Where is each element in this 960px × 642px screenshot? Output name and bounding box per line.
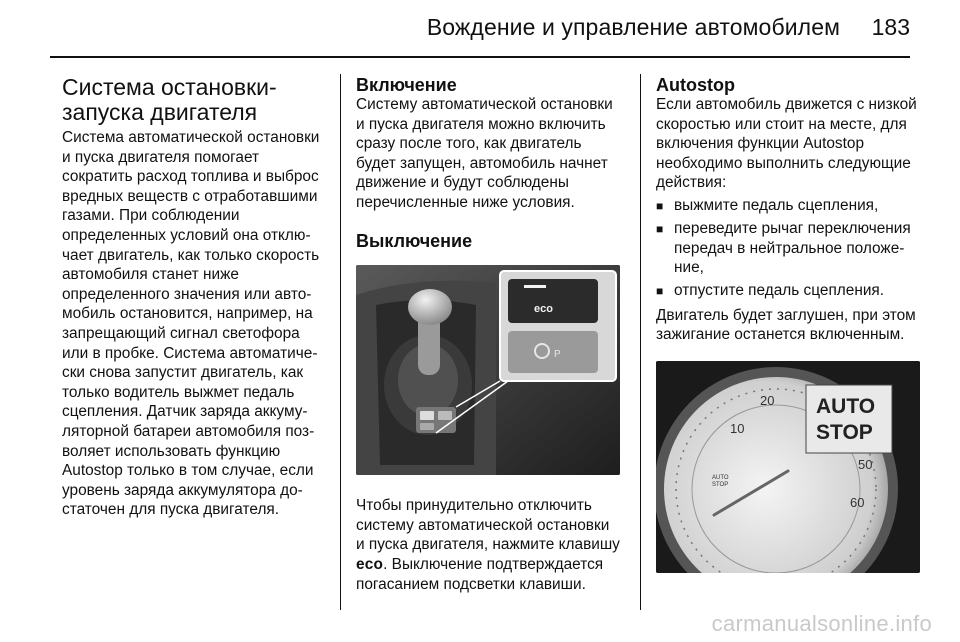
intro-paragraph: Система автоматической остановки и пуска двигателя помогает сократить расход топлива и выброс вредных веществ с отработавшими газами. При соблюдении определенных условий она отключает двигатель, как только скорость автомобиля станет ниже определенного значения или автомобиль остановится, например, на запрещающий сигнал светофора или в пробке. Система автоматически снова запустит двигатель, как только водитель выжмет педаль сцепления. Датчик заряда аккумуляторной батареи автомобиля позволяет использовать функцию Autostop только в том случае, если уровень заряда аккумулятора достаточен для пуска двигателя. [62,129,320,519]
autostop-intro: Если автомобиль движется с низкой скоростью или стоит на месте, для включения функции Autostop необходимо выполнить следующие действия: [656,96,917,192]
column-3 [656,75,922,579]
page-number: 183 [871,14,910,40]
autostop-label-line-1: AUTO [816,394,876,418]
bullet-item: ■ отпустите педаль сцепления. [656,281,885,299]
autostop-outro: Двигатель будет заглушен, при этом зажигание останется включенным. [656,306,916,344]
dial-small-label-2: STOP [712,481,729,488]
section-title [62,75,328,125]
column-divider-1 [340,74,341,610]
bullet-square-icon: ■ [656,283,664,298]
tick-label-10: 10 [730,420,745,436]
eco-key-word: eco [356,555,384,573]
autostop-label-line-2: STOP [816,420,873,444]
eco-button-label: eco [534,302,553,315]
header-rule [50,56,910,58]
disable-paragraph: Чтобы принудительно отключить систему автоматической остановки и пуска двигателя, нажмите клавишу eco. Выключение подтверждается погасанием подсветки клавиши. [356,497,620,593]
autostop-title: Autostop [656,75,735,95]
disable-title: Выключение [356,230,473,251]
eco-button-figure [356,265,620,475]
watermark: carmanualsonline.info [711,611,932,636]
column-1 [62,75,328,520]
enable-title: Включение [356,75,457,95]
svg-text:P: P [554,348,561,360]
header-title: Вождение и управление автомобилем [426,14,840,40]
bullet-item: ■ выжмите педаль сцепления, [656,196,879,214]
tachometer-figure [656,361,920,573]
bullet-square-icon: ■ [656,221,664,236]
tick-label-50: 50 [858,456,873,472]
section-title-line-2: запуска двигателя [62,99,258,125]
section-title-line-1: Система остановки- [62,74,277,100]
column-2 [356,75,622,594]
bullet-square-icon: ■ [656,198,664,213]
tick-label-20: 20 [760,392,775,408]
bullet-item: ■ переведите рычаг переключения передач в нейтральное положение, [656,219,911,277]
column-divider-2 [640,74,641,610]
enable-paragraph: Систему автоматической остановки и пуска двигателя можно включить сразу после того, как двигатель будет запущен, автомобиль начнет движение и будут соблюдены перечисленные ниже условия. [356,96,613,211]
dial-small-label-1: AUTO [712,474,729,481]
tick-label-60: 60 [850,494,865,510]
